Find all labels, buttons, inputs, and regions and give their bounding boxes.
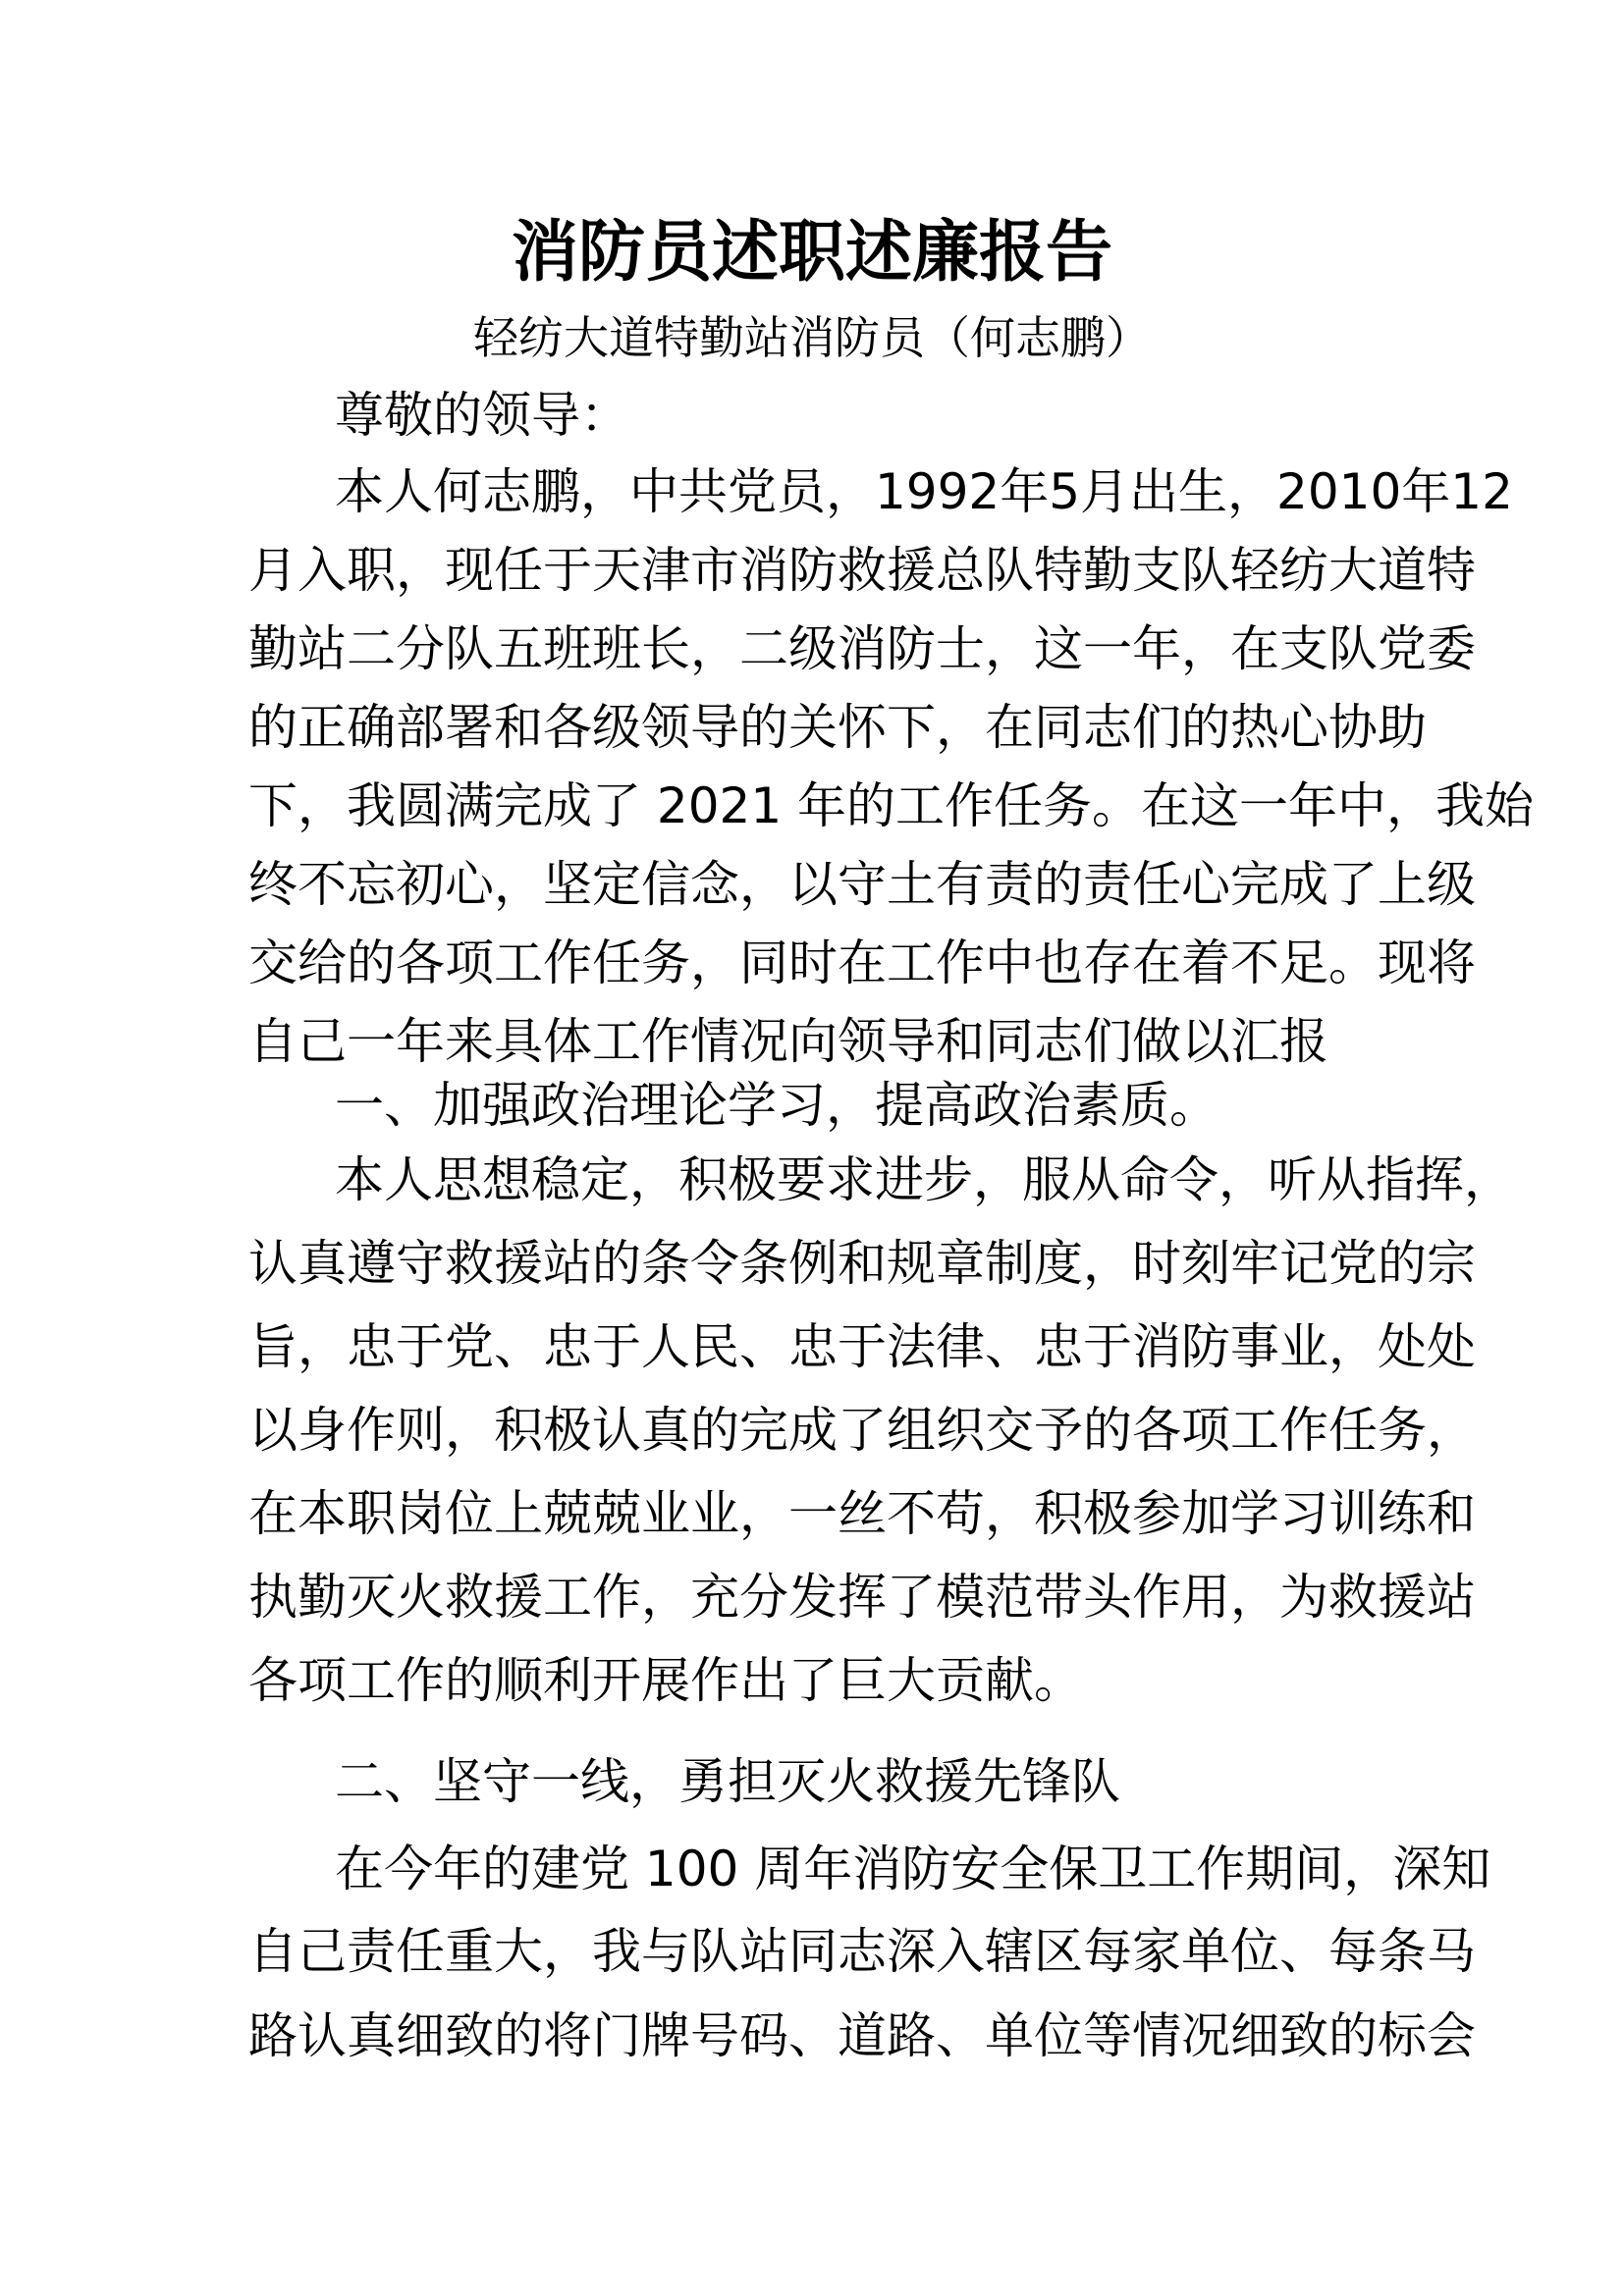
document-title: 消防员述职述廉报告 (511, 214, 1112, 292)
text-line: 以身作则，积极认真的完成了组织交予的各项工作任务， (248, 1402, 1476, 1459)
document-subtitle: 轻纺大道特勤站消防员（何志鹏） (473, 311, 1151, 364)
text-line: 的正确部署和各级领导的关怀下，在同志们的热心协助 (248, 699, 1427, 756)
text-line: 勤站二分队五班班长，二级消防士，这一年，在支队党委 (248, 620, 1476, 677)
section-heading: 一、加强政治理论学习，提高政治素质。 (335, 1077, 1218, 1134)
text-line: 下，我圆满完成了 2021 年的工作任务。在这一年中，我始 (248, 777, 1535, 834)
text-line: 旨，忠于党、忠于人民、忠于法律、忠于消防事业，处处 (248, 1318, 1476, 1375)
text-line: 月入职，现任于天津市消防救援总队特勤支队轻纺大道特 (248, 542, 1476, 599)
text-line: 尊敬的领导： (335, 387, 629, 444)
text-line: 执勤灭火救援工作，充分发挥了模范带头作用，为救援站 (248, 1569, 1476, 1626)
text-line: 自己一年来具体工作情况向领导和同志们做以汇报 (248, 1013, 1328, 1070)
text-line: 各项工作的顺利开展作出了巨大贡献。 (248, 1652, 1083, 1709)
text-line: 在今年的建党 100 周年消防安全保卫工作期间，深知 (335, 1841, 1491, 1897)
text-line: 交给的各项工作任务，同时在工作中也存在着不足。现将 (248, 934, 1476, 991)
text-line: 路认真细致的将门牌号码、道路、单位等情况细致的标会 (248, 2007, 1476, 2064)
text-line: 自己责任重大，我与队站同志深入辖区每家单位、每条马 (248, 1923, 1476, 1980)
text-line: 本人何志鹏，中共党员，1992年5月出生，2010年12 (335, 463, 1513, 520)
text-line: 本人思想稳定，积极要求进步，服从命令，听从指挥， (335, 1151, 1513, 1208)
text-line: 终不忘初心，坚定信念，以守土有责的责任心完成了上级 (248, 856, 1476, 913)
text-line: 在本职岗位上兢兢业业，一丝不苟，积极参加学习训练和 (248, 1485, 1476, 1542)
text-line: 认真遵守救援站的条令条例和规章制度，时刻牢记党的宗 (248, 1235, 1476, 1292)
section-heading: 二、坚守一线，勇担灭火救援先锋队 (335, 1753, 1120, 1810)
